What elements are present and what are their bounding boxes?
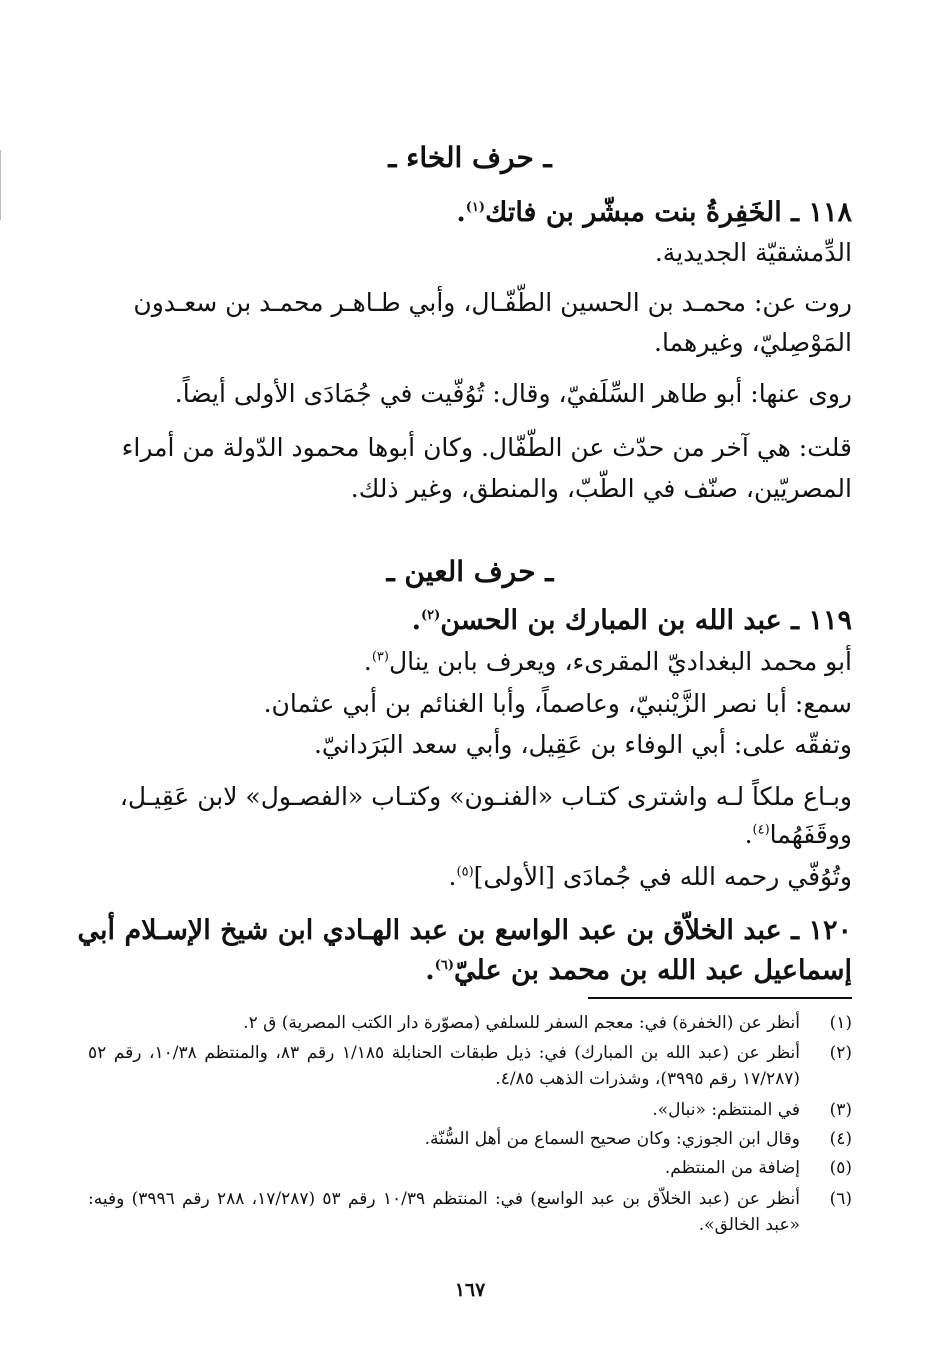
footnote-ref: (٣) xyxy=(371,649,389,665)
entry-line: ووقَفَهُما$^{(٤)}$. xyxy=(744,820,852,849)
entry-line: سمع: أبا نصر الزَّيْنبيّ، وعاصماً، وأبا الغنائم بن أبي عثمان. xyxy=(263,689,852,718)
entry-line-text: ووقَفَهُما xyxy=(769,820,852,849)
footnote-ref: (١) xyxy=(465,200,486,215)
footnote-ref: (٥) xyxy=(456,864,474,880)
section-title-ayn: ـ حرف العين ـ xyxy=(386,555,554,588)
footnote-number: (٢) xyxy=(829,1043,852,1063)
page-number: ١٦٧ xyxy=(454,1279,486,1301)
footnote-ref: (٤) xyxy=(752,822,770,838)
footnote-number: (٥) xyxy=(829,1158,852,1178)
footnote-text: في المنتظم: «نبال». xyxy=(652,1100,800,1120)
section-title-kha: ـ حرف الخاء ـ xyxy=(388,141,552,174)
footnote-number: (٣) xyxy=(829,1100,852,1120)
footnote-text: أنظر عن (الخفرة) في: معجم السفر للسلفي (مصوّرة دار الكتب المصرية) ق ٢. xyxy=(243,1013,800,1033)
entry-line: وتفقّه على: أبي الوفاء بن عَقِيل، وأبي سعد البَرَدانيّ. xyxy=(313,730,852,759)
entry-line: المَوْصِليّ، وغيرهما. xyxy=(654,328,852,357)
entry-line: وبـاع ملكاً لـه واشترى كتـاب «الفنـون» وكتـاب «الفصـول» لابن عَقِيـل، xyxy=(119,782,852,811)
entry-line: أبو محمد البغداديّ المقرىء، ويعرف بابن ينال$^{(٣)}$. xyxy=(363,647,852,676)
entry-line-text: وتُوُفّي رحمه الله في جُمادَى [الأولى] xyxy=(473,862,852,891)
footnote-ref: (٢) xyxy=(420,608,441,623)
footnote-text: وقال ابن الجوزي: وكان صحيح السماع من أهل السُّنّة. xyxy=(424,1129,800,1149)
footnote-text: إضافة من المنتظم. xyxy=(664,1158,800,1178)
footnote-2 xyxy=(88,1040,852,1096)
entry-heading-120: ١٢٠ ـ عبد الخلاّق بن عبد الواسع بن عبد الهـادي ابن شيخ الإسـلام أبي xyxy=(77,915,852,946)
footnote-5 xyxy=(88,1155,852,1181)
footnote-number: (١) xyxy=(829,1013,852,1033)
heading-end: . xyxy=(411,605,421,636)
footnote-1 xyxy=(88,1010,852,1036)
entry-line: المصريّين، صنّف في الطّبّ، والمنطق، وغير ذلك. xyxy=(350,474,852,503)
entry-line-text: أبو محمد البغداديّ المقرىء، ويعرف بابن ينال xyxy=(388,647,852,676)
entry-line: قلت: هي آخر من حدّث عن الطّفّال. وكان أبوها محمود الدّولة من أمراء xyxy=(121,433,852,462)
footnote-text: أنظر عن (عبد الخلاّق بن عبد الواسع) في: المنتظم ١٠/٣٩ رقم ٥٣ (١٧/٢٨٧، ٢٨٨ رقم ٣٩٩٦) وفيه: «عبد الخالق». xyxy=(88,1189,800,1235)
footnote-text: أنظر عن (عبد الله بن المبارك) في: ذيل طبقات الحنابلة ١/١٨٥ رقم ٨٣، والمنتظم ١٠/٣٨، رقم ٥٢ (١٧/٢٨٧ رقم ٣٩٩٥)، وشذرات الذهب ٤/٨٥. xyxy=(88,1043,800,1089)
heading-end: . xyxy=(425,955,435,986)
entry-heading-119 xyxy=(412,604,852,638)
entry-line: روت عن: محمـد بن الحسين الطّفّـال، وأبي طـاهـر محمـد بن سعـدون xyxy=(133,288,852,317)
footnote-number: (٦) xyxy=(829,1189,852,1209)
footnote-ref: (٦) xyxy=(434,958,454,973)
footnote-6 xyxy=(88,1186,852,1242)
entry-line: الدِّمشقيّة الجديدية. xyxy=(654,238,852,267)
entry-heading-text: ١١٨ ـ الخَفِرةُ بنت مبشّر بن فاتك xyxy=(485,197,852,228)
entry-heading-118 xyxy=(456,196,852,230)
entry-heading-120-cont xyxy=(425,954,852,988)
footnote-number: (٤) xyxy=(829,1129,852,1149)
entry-line: وتُوُفّي رحمه الله في جُمادَى [الأولى]$^{(٥)}$. xyxy=(448,862,852,891)
heading-end: . xyxy=(456,197,466,228)
footnote-3 xyxy=(88,1097,852,1123)
entry-heading-text: ١١٩ ـ عبد الله بن المبارك بن الحسن xyxy=(440,605,852,636)
entry-line: روى عنها: أبو طاهر السِّلَفيّ، وقال: تُوُفّيت في جُمَادَى الأولى أيضاً. xyxy=(174,379,852,408)
footnote-4 xyxy=(88,1126,852,1152)
entry-heading-text: إسماعيل عبد الله بن محمد بن عليّ xyxy=(454,955,852,986)
footnote-separator xyxy=(588,997,852,999)
